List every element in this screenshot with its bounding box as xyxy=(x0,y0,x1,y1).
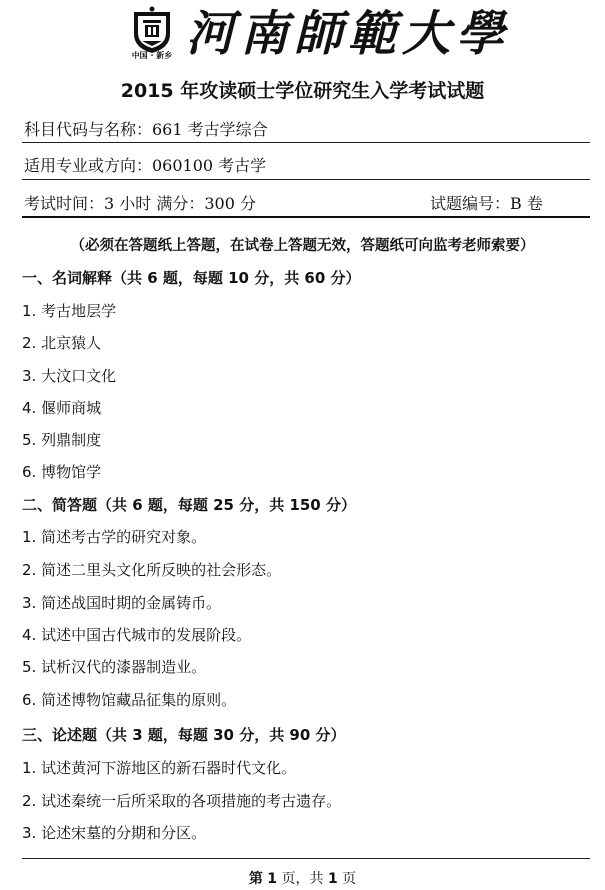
section-heading: 二、简答题（共 6 题，每题 25 分，共 150 分） xyxy=(22,496,356,514)
question-item: 2. 试述秦统一后所采取的各项措施的考古遗存。 xyxy=(22,792,342,810)
question-item: 2. 北京猿人 xyxy=(22,334,102,352)
letterhead xyxy=(0,0,605,72)
question-item: 1. 考古地层学 xyxy=(22,302,117,320)
page-number: 1 xyxy=(267,871,278,887)
divider xyxy=(22,216,590,218)
exam-title: 2015 年攻读硕士学位研究生入学考试试题 xyxy=(120,80,485,102)
question-item: 5. 列鼎制度 xyxy=(22,431,102,449)
section-heading: 一、名词解释（共 6 题，每题 10 分，共 60 分） xyxy=(22,269,361,287)
question-item: 6. 博物馆学 xyxy=(22,463,102,481)
question-item: 1. 简述考古学的研究对象。 xyxy=(22,528,207,546)
page-mid: 页，共 xyxy=(281,871,324,887)
footer-divider xyxy=(22,858,590,859)
question-item: 2. 简述二里头文化所反映的社会形态。 xyxy=(22,561,282,579)
question-item: 3. 简述战国时期的金属铸币。 xyxy=(22,594,222,612)
page-prefix: 第 xyxy=(248,871,263,887)
time-score-line: 考试时间：3 小时 满分：300 分 xyxy=(24,194,256,213)
divider xyxy=(22,142,590,143)
page-suffix: 页 xyxy=(342,871,357,887)
section-heading: 三、论述题（共 3 题，每题 30 分，共 90 分） xyxy=(22,726,346,744)
divider xyxy=(22,179,590,180)
university-name: 河南師範大學 xyxy=(186,6,511,62)
answer-notice: （必须在答题纸上答题，在试卷上答题无效，答题纸可向监考老师索要） xyxy=(70,238,535,254)
question-item: 6. 简述博物馆藏品征集的原则。 xyxy=(22,691,237,709)
page-total: 1 xyxy=(327,871,338,887)
question-item: 3. 大汶口文化 xyxy=(22,367,117,385)
question-item: 4. 试述中国古代城市的发展阶段。 xyxy=(22,626,252,644)
question-item: 5. 试析汉代的漆器制造业。 xyxy=(22,658,207,676)
paper-code: 试题编号：B 卷 xyxy=(430,194,543,213)
question-item: 3. 论述宋墓的分期和分区。 xyxy=(22,824,207,842)
subject-line: 科目代码与名称：661 考古学综合 xyxy=(24,120,268,139)
major-line: 适用专业或方向：060100 考古学 xyxy=(24,156,267,175)
question-item: 4. 偃师商城 xyxy=(22,399,102,417)
page-footer xyxy=(0,868,605,888)
university-emblem-icon xyxy=(130,6,174,54)
emblem-caption: 中国 · 新乡 xyxy=(131,51,173,60)
question-item: 1. 试述黄河下游地区的新石器时代文化。 xyxy=(22,759,297,777)
